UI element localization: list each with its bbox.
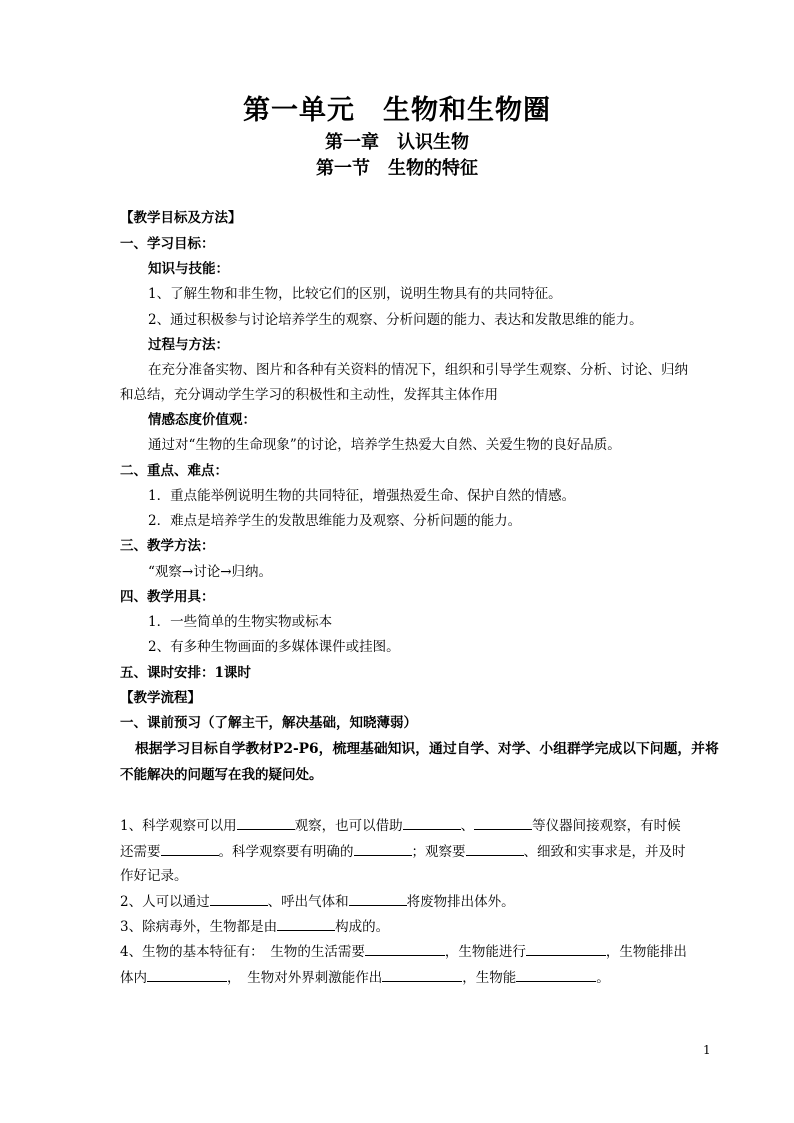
page-number: 1 [703,1043,711,1057]
tool-item-1: 1．一些简单的生物实物或标本 [148,614,333,630]
skills-label: 知识与技能： [148,261,229,277]
key-points-heading: 二、重点、难点： [120,463,228,479]
methods-text: “观察→讨论→归纳。 [148,564,273,580]
preview-intro-line-2: 不能解决的问题写在我的疑问处。 [120,767,323,783]
question-2: 2、人可以通过 、呼出气体和 将废物排出体外。 [120,891,720,912]
tool-item-2: 2、有多种生物画面的多媒体课件或挂图。 [148,639,400,655]
answer-blank[interactable] [349,891,407,906]
answer-blank[interactable] [210,891,268,906]
answer-blank[interactable] [382,967,462,982]
answer-blank[interactable] [365,941,445,956]
skill-item-1: 1、了解生物和非生物，比较它们的区别，说明生物具有的共同特征。 [148,286,562,302]
emotion-text: 通过对“生物的生命现象”的讨论，培养学生热爱大自然、关爱生物的良好品质。 [148,437,621,453]
answer-blank[interactable] [161,841,219,856]
answer-blank[interactable] [277,916,335,931]
skill-item-2: 2、通过积极参与讨论培养学生的观察、分析问题的能力、表达和发散思维的能力。 [148,312,643,328]
key-point-2: 2．难点是培养学生的发散思维能力及观察、分析问题的能力。 [148,513,522,529]
answer-blank[interactable] [403,815,461,830]
section-title: 第一节 生物的特征 [316,158,478,179]
methods-heading: 三、教学方法： [120,538,215,554]
key-point-1: 1．重点能举例说明生物的共同特征，增强热爱生命、保护自然的情感。 [148,488,576,504]
unit-title: 第一单元 生物和生物圈 [243,95,551,126]
flow-heading: 【教学流程】 [120,690,201,706]
process-label: 过程与方法： [148,337,229,353]
goals-heading: 【教学目标及方法】 [120,210,242,226]
answer-blank[interactable] [147,967,227,982]
question-4-line-2: 体内 ， 生物对外界刺激能作出 ，生物能 。 [120,967,720,988]
answer-blank[interactable] [526,941,606,956]
learning-goals-heading: 一、学习目标： [120,236,215,252]
chapter-title: 第一章 认识生物 [325,132,469,153]
answer-blank[interactable] [474,815,532,830]
question-4-line-1: 4、生物的基本特征有： 生物的生活需要 ，生物能进行 ，生物能排出 [120,941,720,962]
preview-intro-line-1: 根据学习目标自学教材P2-P6，梳理基础知识，通过自学、对学、小组群学完成以下问题，并将 [135,741,719,757]
answer-blank[interactable] [237,815,295,830]
answer-blank[interactable] [466,841,524,856]
schedule-heading: 五、课时安排：1课时 [120,665,251,681]
question-1-line-2: 还需要 。科学观察要有明确的 ；观察要 、细致和实事求是，并及时 [120,841,720,862]
answer-blank[interactable] [354,841,412,856]
question-1-line-3: 作好记录。 [120,868,188,884]
process-text-line-1: 在充分准备实物、图片和各种有关资料的情况下，组织和引导学生观察、分析、讨论、归纳 [148,362,688,378]
answer-blank[interactable] [516,967,596,982]
process-text-line-2: 和总结，充分调动学生学习的积极性和主动性，发挥其主体作用 [120,387,498,403]
preview-heading: 一、课前预习（了解主干，解决基础，知晓薄弱） [120,715,417,731]
tools-heading: 四、教学用具： [120,589,215,605]
question-3: 3、除病毒外，生物都是由 构成的。 [120,916,720,937]
emotion-label: 情感态度价值观： [148,412,256,428]
question-1-line-1: 1、科学观察可以用 观察，也可以借助 、 等仪器间接观察，有时候 [120,815,720,836]
